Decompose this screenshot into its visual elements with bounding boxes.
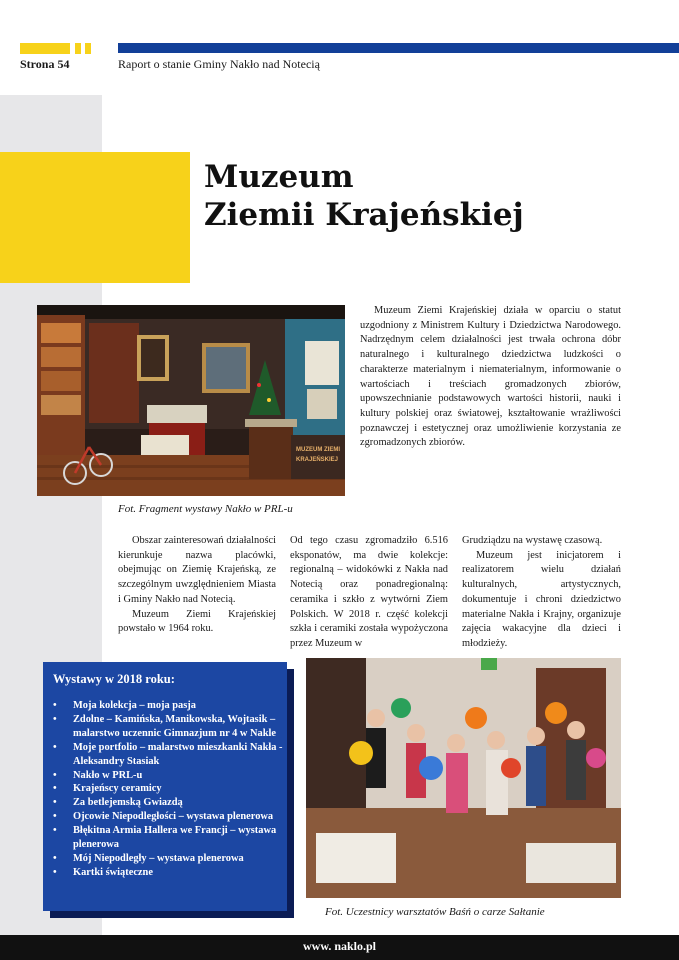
svg-text:KRAJEŃSKIEJ: KRAJEŃSKIEJ bbox=[296, 457, 339, 463]
list-item: • Moje portfolio – malarstwo mieszkanki Nakła - Aleksandry Stasiak bbox=[53, 741, 285, 769]
report-title: Raport o stanie Gminy Nakło nad Notecią bbox=[118, 57, 320, 71]
list-item: • Moja kolekcja – moja pasja bbox=[53, 699, 285, 713]
photo-caption: Fot. Uczestnicy warsztatów Baśń o carze Sałtanie bbox=[325, 906, 545, 918]
list-item: • Kartki świąteczne bbox=[53, 866, 285, 880]
exhibitions-title: Wystawy w 2018 roku: bbox=[53, 672, 175, 686]
list-item: • Mój Niepodległy – wystawa plenerowa bbox=[53, 852, 285, 866]
text-column-1 bbox=[118, 534, 276, 637]
paragraph: Od tego czasu zgromadziło 6.516 eksponatów, ma dwie kolekcje: regionalną – widokówki z Nakła nad Notecią oraz ponadregionalną: ceramika i szkło z wytwórni Ziem Polskich. W 2018 r. część kolekcji szkła i ceramiki została wypożyczona przez Muzeum w bbox=[290, 535, 448, 649]
paragraph: Muzeum jest inicjatorem i realizatorem wielu działań kulturalnych, artystycznych, dokumentuje i chroni dziedzictwo materialne Nakła i Krajny, organizuje zajęcia wakacyjne dla dzieci i młodzieży. bbox=[462, 549, 621, 649]
list-item: • Ojcowie Niepodległości – wystawa plenerowa bbox=[53, 810, 285, 824]
paragraph: Obszar zainteresowań działalności kierunkuje nazwa placówki, obejmując on Ziemię Krajeńską, ze szczególnym uwzględnieniem Miasta i Gminy Nakło nad Notecią. bbox=[118, 535, 276, 605]
workshop-photo bbox=[306, 658, 621, 898]
header-blue-bar bbox=[118, 43, 679, 53]
yellow-accent-block bbox=[0, 152, 190, 283]
list-item: • Za betlejemską Gwiazdą bbox=[53, 796, 285, 810]
paragraph: Grudziądzu na wystawę czasową. bbox=[462, 535, 603, 546]
header-yellow-bar bbox=[20, 43, 70, 54]
header-yellow-square bbox=[75, 43, 81, 54]
paragraph: Muzeum Ziemi Krajeńskiej powstało w 1964 roku. bbox=[118, 608, 276, 635]
page-title-line2: Ziemii Krajeńskiej bbox=[204, 197, 524, 233]
footer-url: www. naklo.pl bbox=[302, 939, 377, 953]
photo-caption: Fot. Fragment wystawy Nakło w PRL-u bbox=[118, 503, 293, 515]
list-item: • Błękitna Armia Hallera we Francji – wystawa plenerowa bbox=[53, 824, 285, 852]
exhibitions-box bbox=[43, 662, 287, 911]
exhibition-sign-text: MUZEUM ZIEMI bbox=[296, 447, 340, 453]
text-column-3 bbox=[462, 534, 621, 652]
list-item: • Zdolne – Kamińska, Manikowska, Wojtasik – malarstwo uczennic Gimnazjum nr 4 w Nakle bbox=[53, 713, 285, 741]
header-yellow-square bbox=[85, 43, 91, 54]
page-title-line1: Muzeum bbox=[204, 159, 354, 195]
intro-paragraph: Muzeum Ziemi Krajeńskiej działa w oparciu o statut uzgodniony z Ministrem Kultury i Dziedzictwa Narodowego. Nadrzędnym celem działalności jest trwała ochrona dóbr naturalnego i kulturalnego dziedzictwa ludzkości o charakterze materialnym i niematerialnym, informowanie o wartościach i treściach gromadzonych zbiorów, upowszechnianie podstawowych wartości historii, nauki i kultury polskiej oraz światowej, kształtowanie wrażliwości poznawczej i estetycznej oraz umożliwienie korzystania ze zgromadzonych zbiorów. bbox=[360, 305, 621, 449]
list-item: • Nakło w PRL-u bbox=[53, 769, 285, 783]
page-number: Strona 54 bbox=[20, 57, 70, 71]
page-title bbox=[204, 158, 524, 234]
exhibition-photo bbox=[37, 305, 345, 496]
text-column-2 bbox=[290, 534, 448, 652]
list-item: • Krajeńscy ceramicy bbox=[53, 782, 285, 796]
exhibitions-list bbox=[53, 699, 285, 880]
